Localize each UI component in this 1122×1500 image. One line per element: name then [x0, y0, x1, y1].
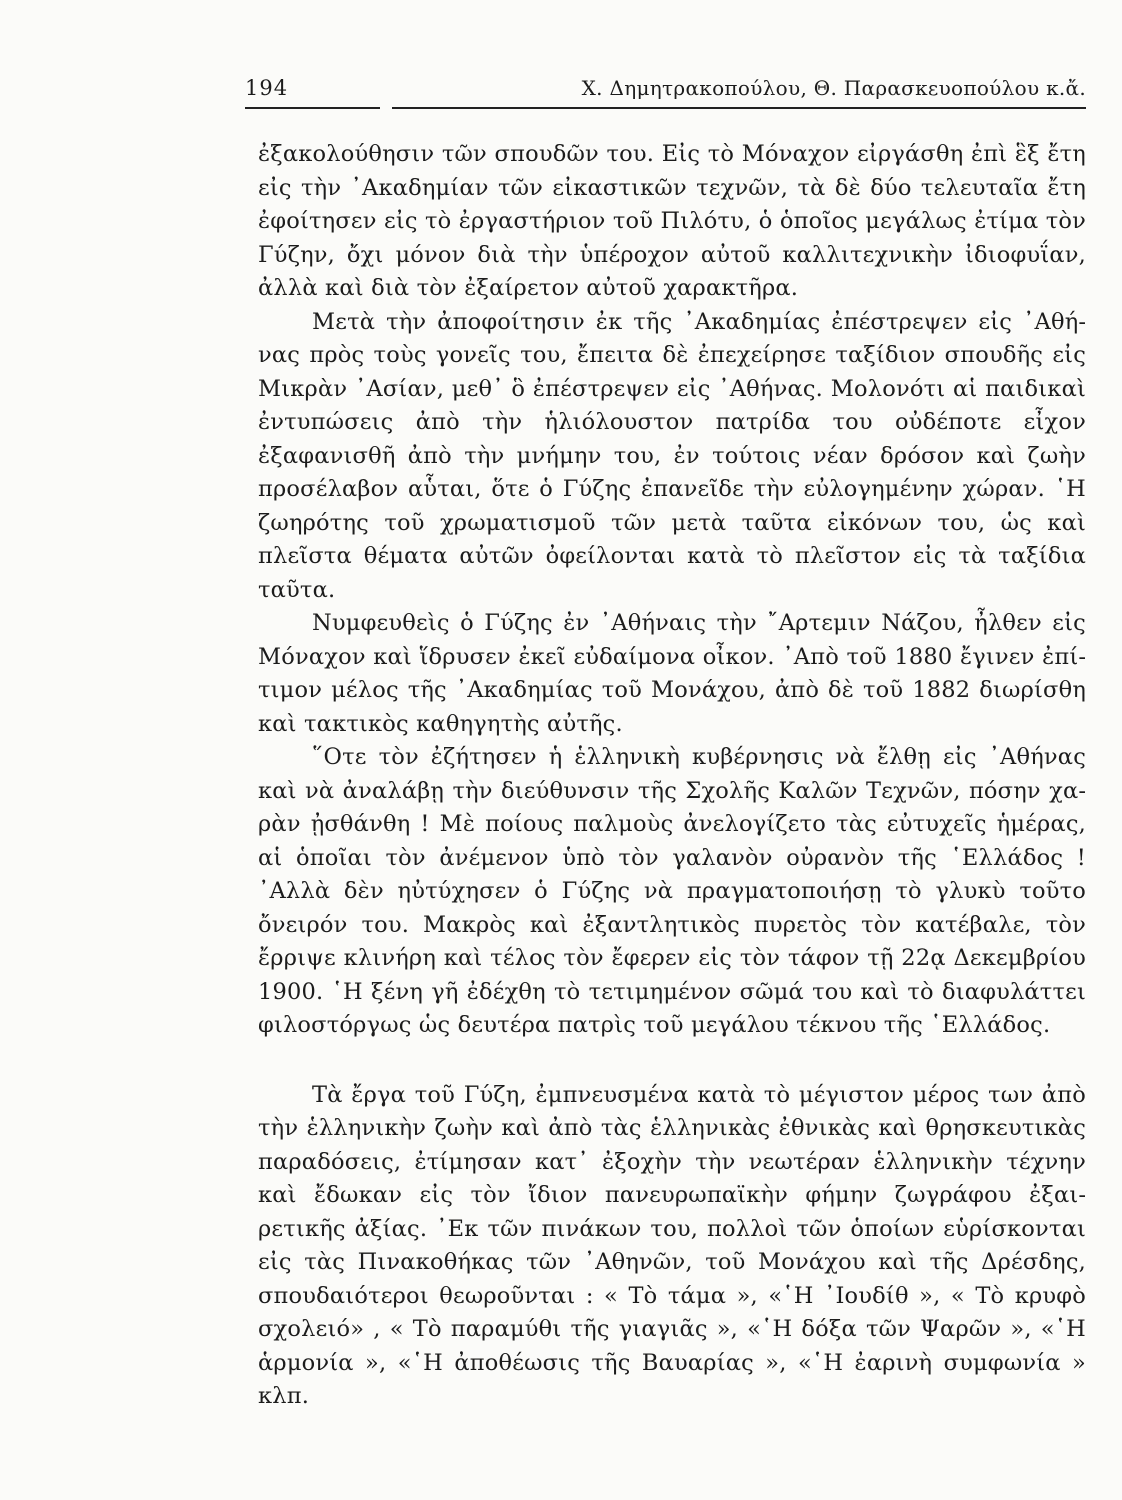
body-text	[258, 138, 1086, 1414]
paragraph-5: Τὰ ἔργα τοῦ Γύζη, ἐμπνευσμένα κατὰ τὸ μέγιστον μέρος των ἀπὸ τὴν ἑλληνικὴν ζωὴν καὶ ἀπὸ τὰς ἑλληνικὰς ἐθνικὰς καὶ θρησκευτικὰς παραδόσεις, ἐτίμησαν κατ᾿ ἐξοχὴν τὴν νεωτέραν ἑλληνικὴν τέχνην καὶ ἔδωκαν εἰς τὸν ἴδιον πανευρωπαϊκὴν φήμην ζωγράφου ἐξαιρετικῆς ἀξίας. ᾿Εκ τῶν πινάκων του, πολλοὶ τῶν ὁποίων εὑρίσκονται εἰς τὰς Πινακοθήκας τῶν ᾿Αθηνῶν, τοῦ Μονάχου καὶ τῆς Δρέσδης, σπουδαιότεροι θεωροῦνται : « Τὸ τάμα », «῾Η ᾿Ιουδίθ », « Τὸ κρυφὸ σχολειό» , « Τὸ παραμύθι τῆς γιαγιᾶς », «῾Η δόξα τῶν Ψαρῶν », «῾Η ἁρμονία », «῾Η ἀποθέωσις τῆς Βαυαρίας », «῾Η ἐαρινὴ συμφωνία » κλπ.	[258, 1081, 1086, 1409]
paragraph-4: ῞Οτε τὸν ἐζήτησεν ἡ ἑλληνικὴ κυβέρνησις νὰ ἔλθῃ εἰς ᾿Αθήνας καὶ νὰ ἀναλάβῃ τὴν διεύθυνσιν τῆς Σχολῆς Καλῶν Τεχνῶν, πόσην χαρὰν ᾐσθάνθη ! Μὲ ποίους παλμοὺς ἀνελογίζετο τὰς εὐτυχεῖς ἡμέρας, αἱ ὁποῖαι τὸν ἀνέμενον ὑπὸ τὸν γαλανὸν οὐρανὸν τῆς ῾Ελλάδος ! ᾿Αλλὰ δὲν ηὐτύχησεν ὁ Γύζης νὰ πραγματοποιήσῃ τὸ γλυκὺ τοῦτο ὄνειρόν του. Μακρὸς καὶ ἐξαντλητικὸς πυρετὸς τὸν κατέβαλε, τὸν ἔρριψε κλινήρη καὶ τέλος τὸν ἔφερεν εἰς τὸν τάφον τῇ 22ᾳ Δεκεμβρίου 1900. ῾Η ξένη γῆ ἐδέχθη τὸ τετιμημένον σῶμά του καὶ τὸ διαφυλάττει φιλοστόργως ὡς δευτέρα πατρὶς τοῦ μεγάλου τέκνου τῆς ῾Ελλάδος.	[258, 744, 1086, 1038]
running-head	[245, 76, 1086, 106]
page-number: 194	[245, 76, 289, 100]
paragraph-1: ἐξακολούθησιν τῶν σπουδῶν του. Εἰς τὸ Μόναχον εἰργάσθη ἐπὶ ἓξ ἔτη εἰς τὴν ᾿Ακαδημίαν τῶν εἰκαστικῶν τεχνῶν, τὰ δὲ δύο τελευταῖα ἔτη ἐφοίτησεν εἰς τὸ ἐργαστήριον τοῦ Πιλότυ, ὁ ὁποῖος μεγάλως ἐτίμα τὸν Γύζην, ὄχι μόνον διὰ τὴν ὑπέροχον αὐτοῦ καλλιτεχνικὴν ἰδιοφυΐαν, ἀλλὰ καὶ διὰ τὸν ἐξαίρετον αὐτοῦ χαρακτῆρα.	[258, 141, 1086, 301]
paragraph-2: Μετὰ τὴν ἀποφοίτησιν ἐκ τῆς ᾿Ακαδημίας ἐπέστρεψεν εἰς ᾿Αθήνας πρὸς τοὺς γονεῖς του, ἔπειτα δὲ ἐπεχείρησε ταξίδιον σπουδῆς εἰς Μικρὰν ᾿Ασίαν, μεθ᾿ ὃ ἐπέστρεψεν εἰς ᾿Αθήνας. Μολονότι αἱ παιδικαὶ ἐντυπώσεις ἀπὸ τὴν ἡλιόλουστον πατρίδα του οὐδέποτε εἶχον ἐξαφανισθῆ ἀπὸ τὴν μνήμην του, ἐν τούτοις νέαν δρόσον καὶ ζωὴν προσέλαβον αὗται, ὅτε ὁ Γύζης ἐπανεῖδε τὴν εὐλογημένην χώραν. ῾Η ζωηρότης τοῦ χρωματισμοῦ τῶν μετὰ ταῦτα εἰκόνων του, ὡς καὶ πλεῖστα θέματα αὐτῶν ὀφείλονται κατὰ τὸ πλεῖστον εἰς τὰ ταξίδια ταῦτα.	[258, 308, 1086, 603]
running-head-title: Χ. Δημητρακοπούλου, Θ. Παρασκευοπούλου κ.ἄ.	[581, 76, 1086, 100]
header-rule-right	[392, 107, 1086, 109]
paragraph-3: Νυμφευθεὶς ὁ Γύζης ἐν ᾿Αθήναις τὴν ῎Αρτεμιν Νάζου, ἦλθεν εἰς Μόναχον καὶ ἵδρυσεν ἐκεῖ εὐδαίμονα οἶκον. ᾿Απὸ τοῦ 1880 ἔγινεν ἐπίτιμον μέλος τῆς ᾿Ακαδημίας τοῦ Μονάχου, ἀπὸ δὲ τοῦ 1882 διωρίσθη καὶ τακτικὸς καθηγητὴς αὐτῆς.	[258, 610, 1086, 737]
header-rule-left	[245, 107, 380, 109]
